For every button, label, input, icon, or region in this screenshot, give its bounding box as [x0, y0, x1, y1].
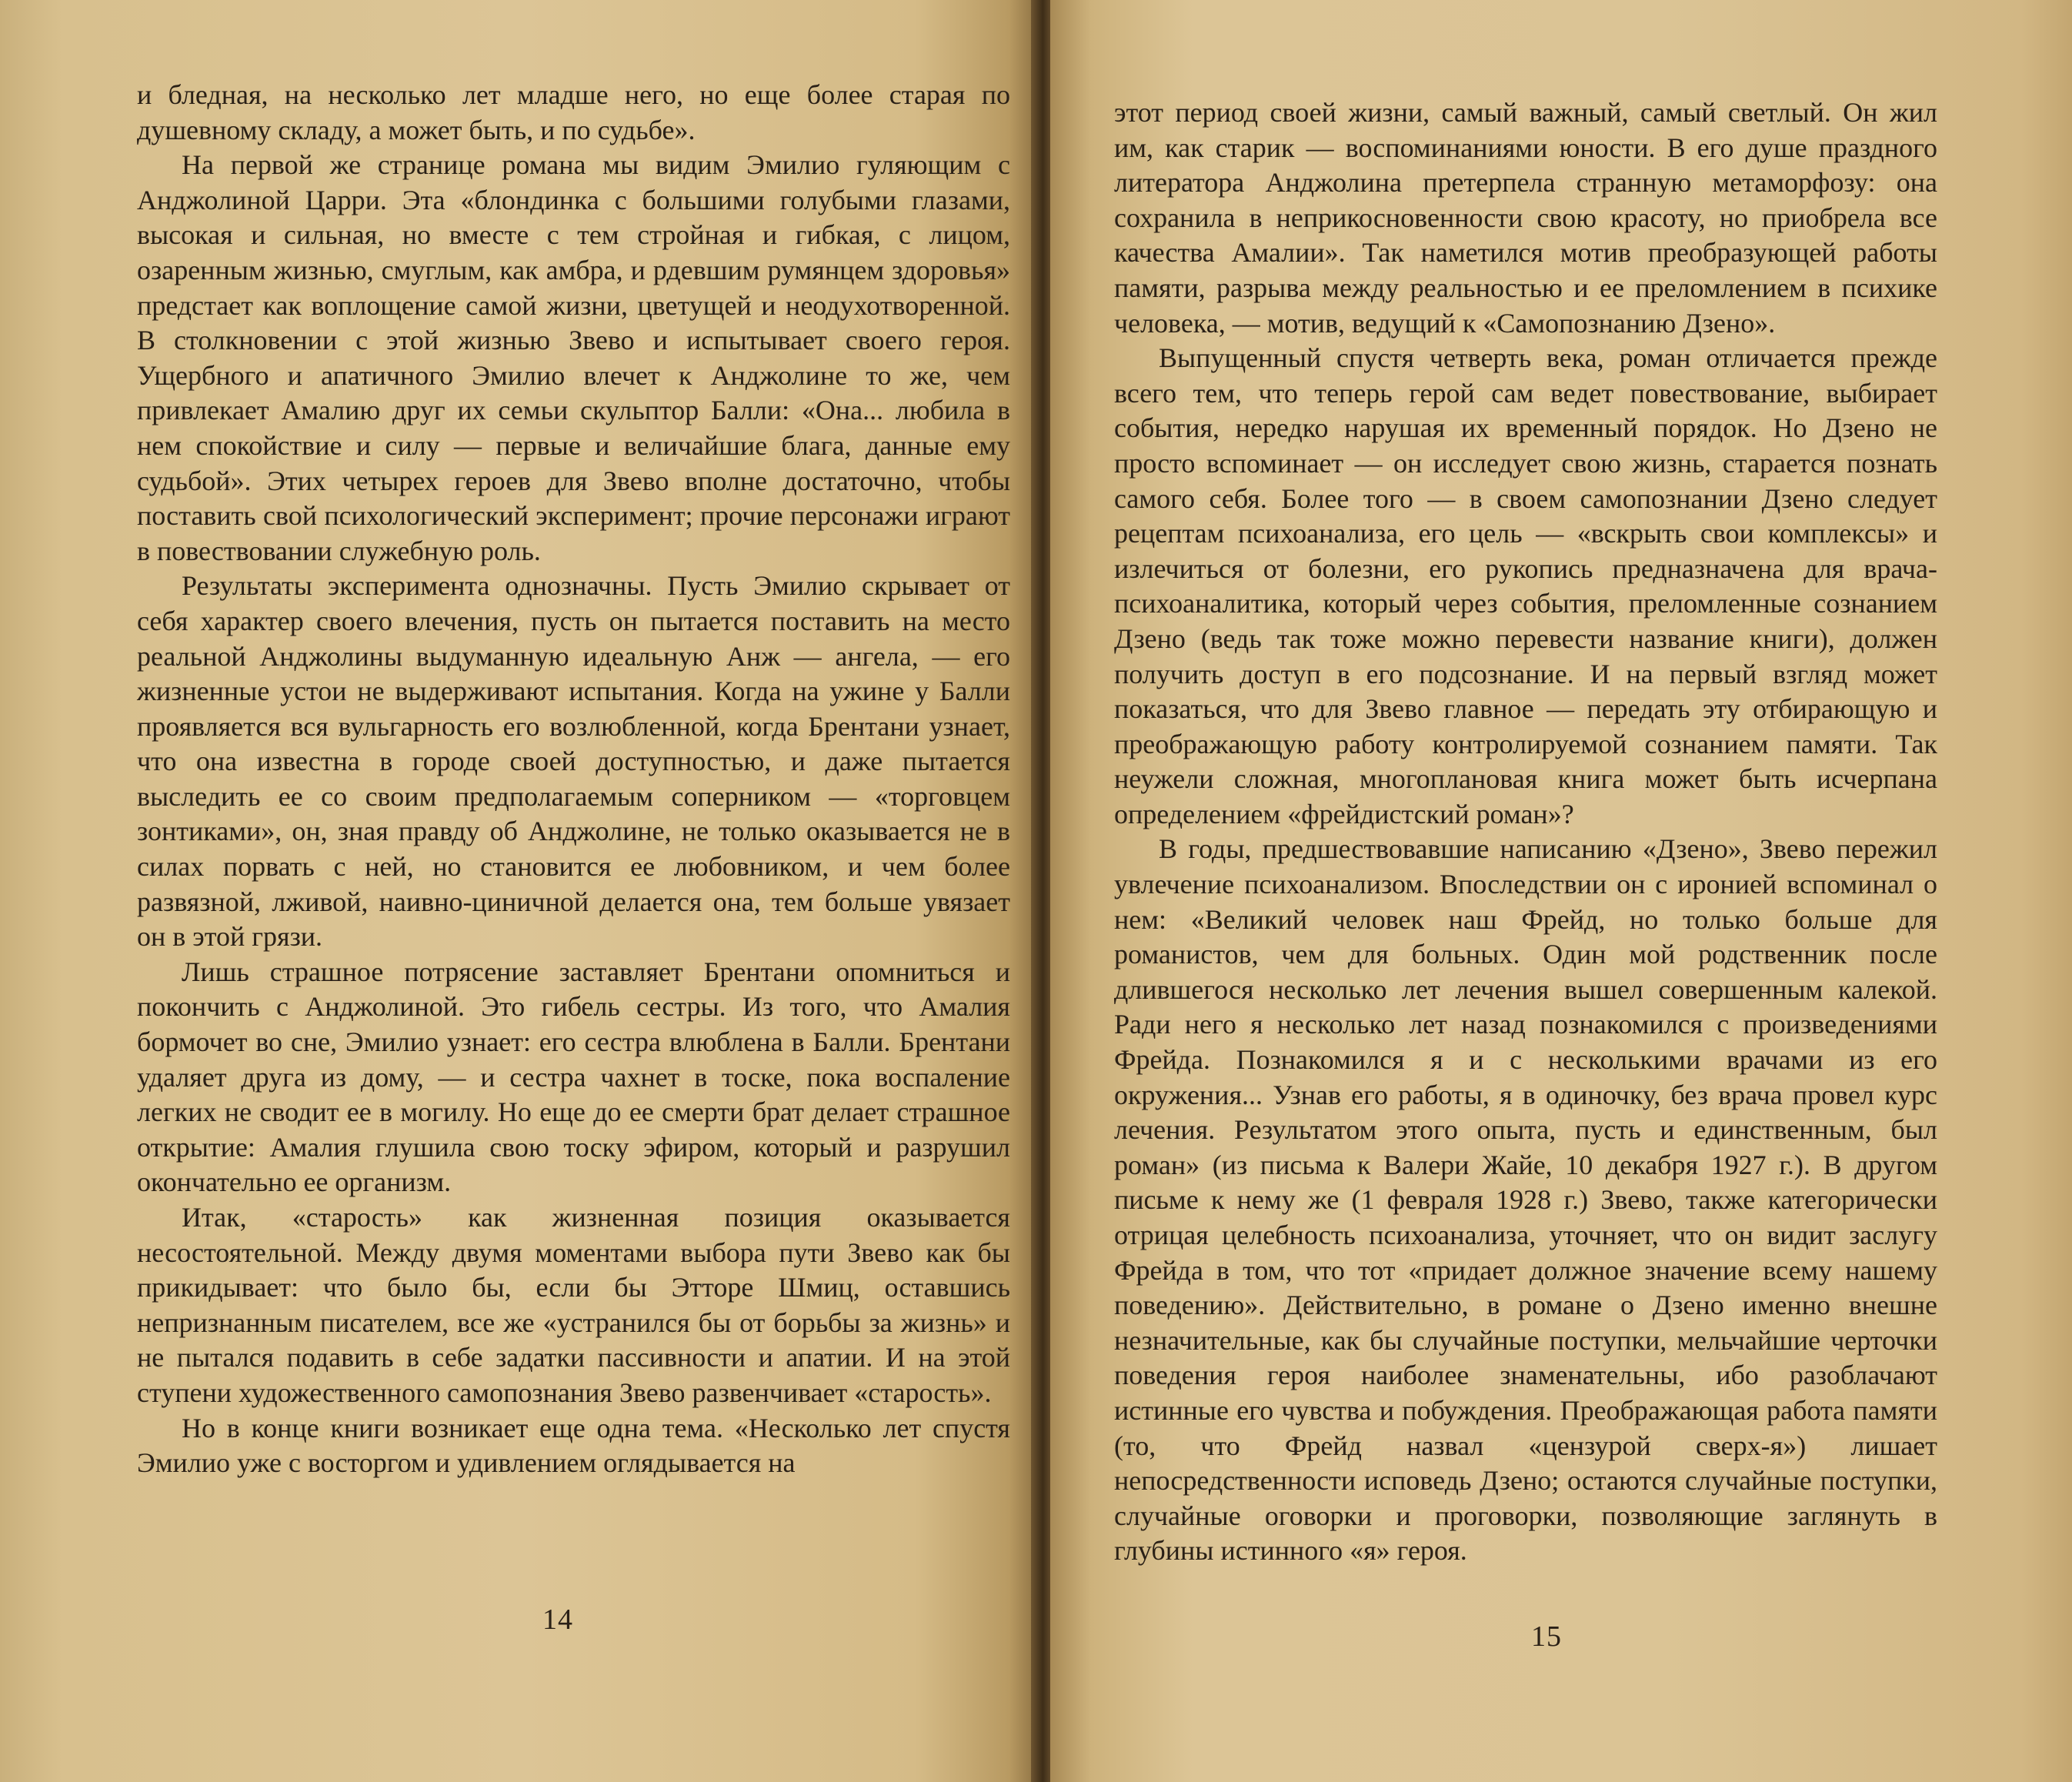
paragraph: и бледная, на несколько лет младше него, но еще более старая по душевному складу, а может быть, и по судьбе». — [137, 79, 1010, 145]
paragraph: Итак, «старость» как жизненная позиция оказывается несостоятельной. Между двумя моментами выбора пути Звево как бы прикидывает: что было бы, если бы Этторе Шмиц, оставшись непризнанным писателем, все же «устранился бы от борьбы за жизнь» и не пытался подавить в себе задатки пассивности и апатии. И на этой ступени художественного самопознания Звево развенчивает «старость». — [137, 1202, 1010, 1408]
page-number-left: 14 — [542, 1603, 573, 1636]
paragraph: этот период своей жизни, самый важный, самый светлый. Он жил им, как старик — воспоминаниями юности. В его душе праздного литератора Анджолина претерпела странную метаморфозу: она сохранила в неприкосновенности свою красоту, но приобрела все качества Амалии». Так наметился мотив преобразующей работы памяти, разрыва между реальностью и ее преломлением в психике человека, — мотив, ведущий к «Самопознанию Дзено». — [1114, 97, 1937, 339]
left-page-text — [137, 78, 1010, 1481]
right-page-text — [1114, 95, 1937, 1569]
paragraph: Но в конце книги возникает еще одна тема. «Несколько лет спустя Эмилио уже с восторгом и удивлением оглядывается на — [137, 1412, 1010, 1479]
paragraph: Лишь страшное потрясение заставляет Брентани опомниться и покончить с Анджолиной. Это гибель сестры. Из того, что Амалия бормочет во сне, Эмилио узнает: его сестра влюблена в Балли. Брентани удаляет друга из дому, — и сестра чахнет в тоске, пока воспаление легких не сводит ее в могилу. Но еще до ее смерти брат делает страшное открытие: Амалия глушила свою тоску эфиром, который и разрушил окончательно ее организм. — [137, 956, 1010, 1198]
right-page — [1050, 0, 2072, 1782]
paragraph: Выпущенный спустя четверть века, роман отличается прежде всего тем, что теперь герой сам ведет повествование, выбирает события, нередко нарушая их временный порядок. Но Дзено не просто вспоминает — он исследует свою жизнь, старается познать самого себя. Более того — в своем самопознании Дзено следует рецептам психоанализа, его цель — «вскрыть свои комплексы» и излечиться от болезни, его рукопись предназначена для врача-психоаналитика, который через события, преломленные сознанием Дзено (ведь так тоже можно перевести название книги), должен получить доступ в его подсознание. И на первый взгляд может показаться, что для Звево главное — передать эту отбирающую и преображающую работу контролируемой сознанием памяти. Так неужели сложная, многоплановая книга может быть исчерпана определением «фрейдистский роман»? — [1114, 342, 1937, 829]
paragraph: Результаты эксперимента однозначны. Пусть Эмилио скрывает от себя характер своего влечения, пусть он пытается поставить на место реальной Анджолины выдуманную идеальную Анж — ангела, — его жизненные устои не выдерживают испытания. Когда на ужине у Балли проявляется вся вульгарность его возлюбленной, когда Брентани узнает, что она известна в городе своей доступностью, и даже пытается выследить ее со своим предполагаемым соперником — «торговцем зонтиками», он, зная правду об Анджолине, не только оказывается не в силах порвать с ней, но становится ее любовником, и чем более развязной, лживой, наивно-циничной делается она, тем больше увязает он в этой грязи. — [137, 570, 1010, 953]
page-number-right: 15 — [1531, 1620, 1562, 1653]
paragraph: На первой же странице романа мы видим Эмилио гуляющим с Анджолиной Царри. Эта «блондинка с большими голубыми глазами, высокая и сильная, но вместе с тем стройная и гибкая, с лицом, озаренным жизнью, смуглым, как амбра, и рдевшим румянцем здоровья» предстает как воплощение самой жизни, цветущей и неодухотворенной. В столкновении с этой жизнью Звево и испытывает своего героя. Ущербного и апатичного Эмилио влечет к Анджолине то же, чем привлекает Амалию друг их семьи скульптор Балли: «Она... любила в нем спокойствие и силу — первые и величайшие блага, данные ему судьбой». Этих четырех героев для Звево вполне достаточно, чтобы поставить свой психологический эксперимент; прочие персонажи играют в повествовании служебную роль. — [137, 149, 1010, 566]
paragraph: В годы, предшествовавшие написанию «Дзено», Звево пережил увлечение психоанализом. Впоследствии он с иронией вспоминал о нем: «Великий человек наш Фрейд, но только больше для романистов, чем для больных. Один мой родственник после длившегося несколько лет лечения вышел совершенным калекой. Ради него я несколько лет назад познакомился с произведениями Фрейда. Познакомился я и с несколькими врачами из его окружения... Узнав его работы, я в одиночку, без врача провел курс лечения. Результатом этого опыта, пусть и единственным, был роман» (из письма к Валери Жайе, 10 декабря 1927 г.). В другом письме к нему же (1 февраля 1928 г.) Звево, также категорически отрицая целебность психоанализа, уточняет, что он видит заслугу Фрейда в том, что тот «придает должное значение всему нашему поведению». Действительно, в романе о Дзено именно внешне незначительные, как бы случайные поступки, мельчайшие черточки поведения героя наиболее знаменательны, ибо разоблачают истинные его чувства и побуждения. Преображающая работа памяти (то, что Фрейд назвал «цензурой сверх-я») лишает непосредственности исповедь Дзено; остаются случайные поступки, случайные оговорки и проговорки, позволяющие заглянуть в глубины истинного «я» героя. — [1114, 833, 1937, 1567]
